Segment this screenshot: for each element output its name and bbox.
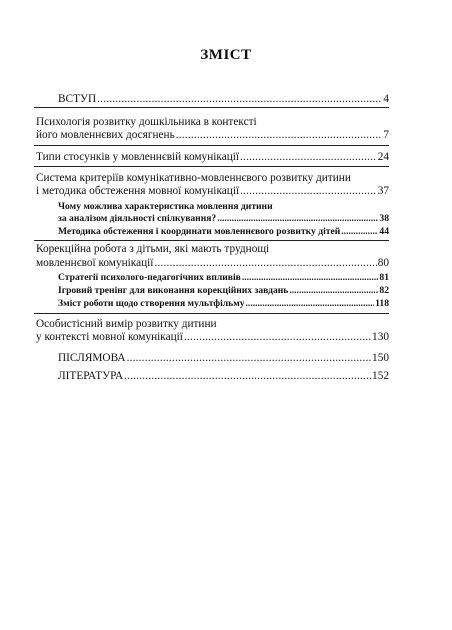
toc-entry-text: Чому можлива характеристика мовлення дитини bbox=[58, 201, 273, 212]
toc-leader-dots bbox=[97, 93, 382, 106]
toc-entry-text: Корекційна робота з дітьми, які мають труднощі bbox=[36, 243, 270, 255]
toc-page-number: 7 bbox=[383, 129, 389, 141]
toc-entry-text: у контексті мовної комунікації bbox=[36, 331, 183, 343]
toc-entry-line bbox=[36, 172, 389, 185]
toc-leader-dots bbox=[127, 352, 371, 365]
toc-entry-text: Система критеріїв комунікативно-мовленнєвого розвитку дитини bbox=[36, 172, 351, 184]
toc-entry-correction bbox=[36, 257, 389, 270]
toc-page-number: 81 bbox=[379, 272, 389, 283]
section-divider bbox=[34, 240, 389, 241]
toc-subentry-method bbox=[58, 225, 389, 238]
toc-leader-dots bbox=[240, 185, 377, 198]
toc-page-number: 130 bbox=[372, 331, 389, 343]
toc-entry-afterword bbox=[58, 352, 389, 365]
toc-entry-text: Типи стосунків у мовленнєвій комунікації bbox=[36, 151, 240, 163]
section-divider bbox=[34, 313, 389, 314]
toc-subentry-cartoon bbox=[58, 297, 389, 310]
toc-page-number: 150 bbox=[372, 352, 389, 364]
toc-entry-line bbox=[36, 318, 389, 331]
toc-entry-intro bbox=[58, 93, 389, 106]
toc-entry-text: Ігровий тренінг для виконання корекційних завдань bbox=[58, 285, 289, 296]
toc-entry-text: за аналізом діяльності спілкування? bbox=[58, 213, 217, 224]
toc-leader-dots bbox=[341, 225, 378, 238]
toc-subentry-training bbox=[58, 284, 389, 297]
toc-page-number: 118 bbox=[375, 298, 389, 309]
toc-page-number: 37 bbox=[377, 185, 389, 197]
toc-page-number: 82 bbox=[379, 285, 389, 296]
toc-entry-text: Зміст роботи щодо створення мультфільму bbox=[58, 298, 245, 309]
toc-entry-text: ЛІТЕРАТУРА bbox=[58, 370, 124, 382]
toc-page-number: 80 bbox=[377, 257, 389, 269]
toc-leader-dots bbox=[240, 151, 377, 164]
toc-page-number: 152 bbox=[372, 370, 389, 382]
toc-entry-text: Психологія розвитку дошкільника в контексті bbox=[36, 116, 257, 128]
toc-subentry-strategies bbox=[58, 271, 389, 284]
toc-entry-literature bbox=[58, 370, 389, 383]
toc-page-number: 44 bbox=[379, 226, 389, 237]
toc-leader-dots bbox=[154, 257, 376, 270]
toc-leader-dots bbox=[184, 331, 371, 344]
toc-leader-dots bbox=[124, 370, 371, 383]
toc-page-number: 4 bbox=[383, 93, 389, 105]
toc-entry-criteria bbox=[36, 185, 389, 198]
toc-entry-text: ПІСЛЯМОВА bbox=[58, 352, 126, 364]
toc-page-number: 24 bbox=[377, 151, 389, 163]
section-divider bbox=[34, 145, 389, 146]
toc-leader-dots bbox=[242, 271, 379, 284]
toc-entry-text: його мовленнєвих досягнень bbox=[36, 129, 175, 141]
toc-entry-text: ВСТУП bbox=[58, 93, 97, 105]
section-divider bbox=[34, 166, 389, 167]
toc-leader-dots bbox=[289, 284, 378, 297]
toc-leader-dots bbox=[176, 129, 383, 142]
toc-entry-text: мовленнєвої комунікації bbox=[36, 257, 154, 269]
page-title: ЗМІСТ bbox=[200, 47, 252, 63]
toc-entry-text: Методика обстеження і координати мовленнєвого розвитку дітей bbox=[58, 226, 341, 237]
toc-entry-line bbox=[36, 116, 389, 129]
toc-entry-text: Особистісний вимір розвитку дитини bbox=[36, 318, 217, 330]
toc-leader-dots bbox=[246, 297, 375, 310]
toc-entry-relationships bbox=[36, 151, 389, 164]
section-divider bbox=[34, 107, 389, 108]
toc-entry-line bbox=[36, 243, 389, 256]
toc-page-number: 38 bbox=[379, 213, 389, 224]
toc-leader-dots bbox=[217, 212, 378, 225]
toc-entry-personal bbox=[36, 331, 389, 344]
toc-entry-text: і методика обстеження мовної комунікації bbox=[36, 185, 240, 197]
toc-entry-psychology bbox=[36, 129, 389, 142]
toc-subentry-why bbox=[58, 212, 389, 225]
toc-entry-text: Стратегії психолого-педагогічних впливів bbox=[58, 272, 241, 283]
